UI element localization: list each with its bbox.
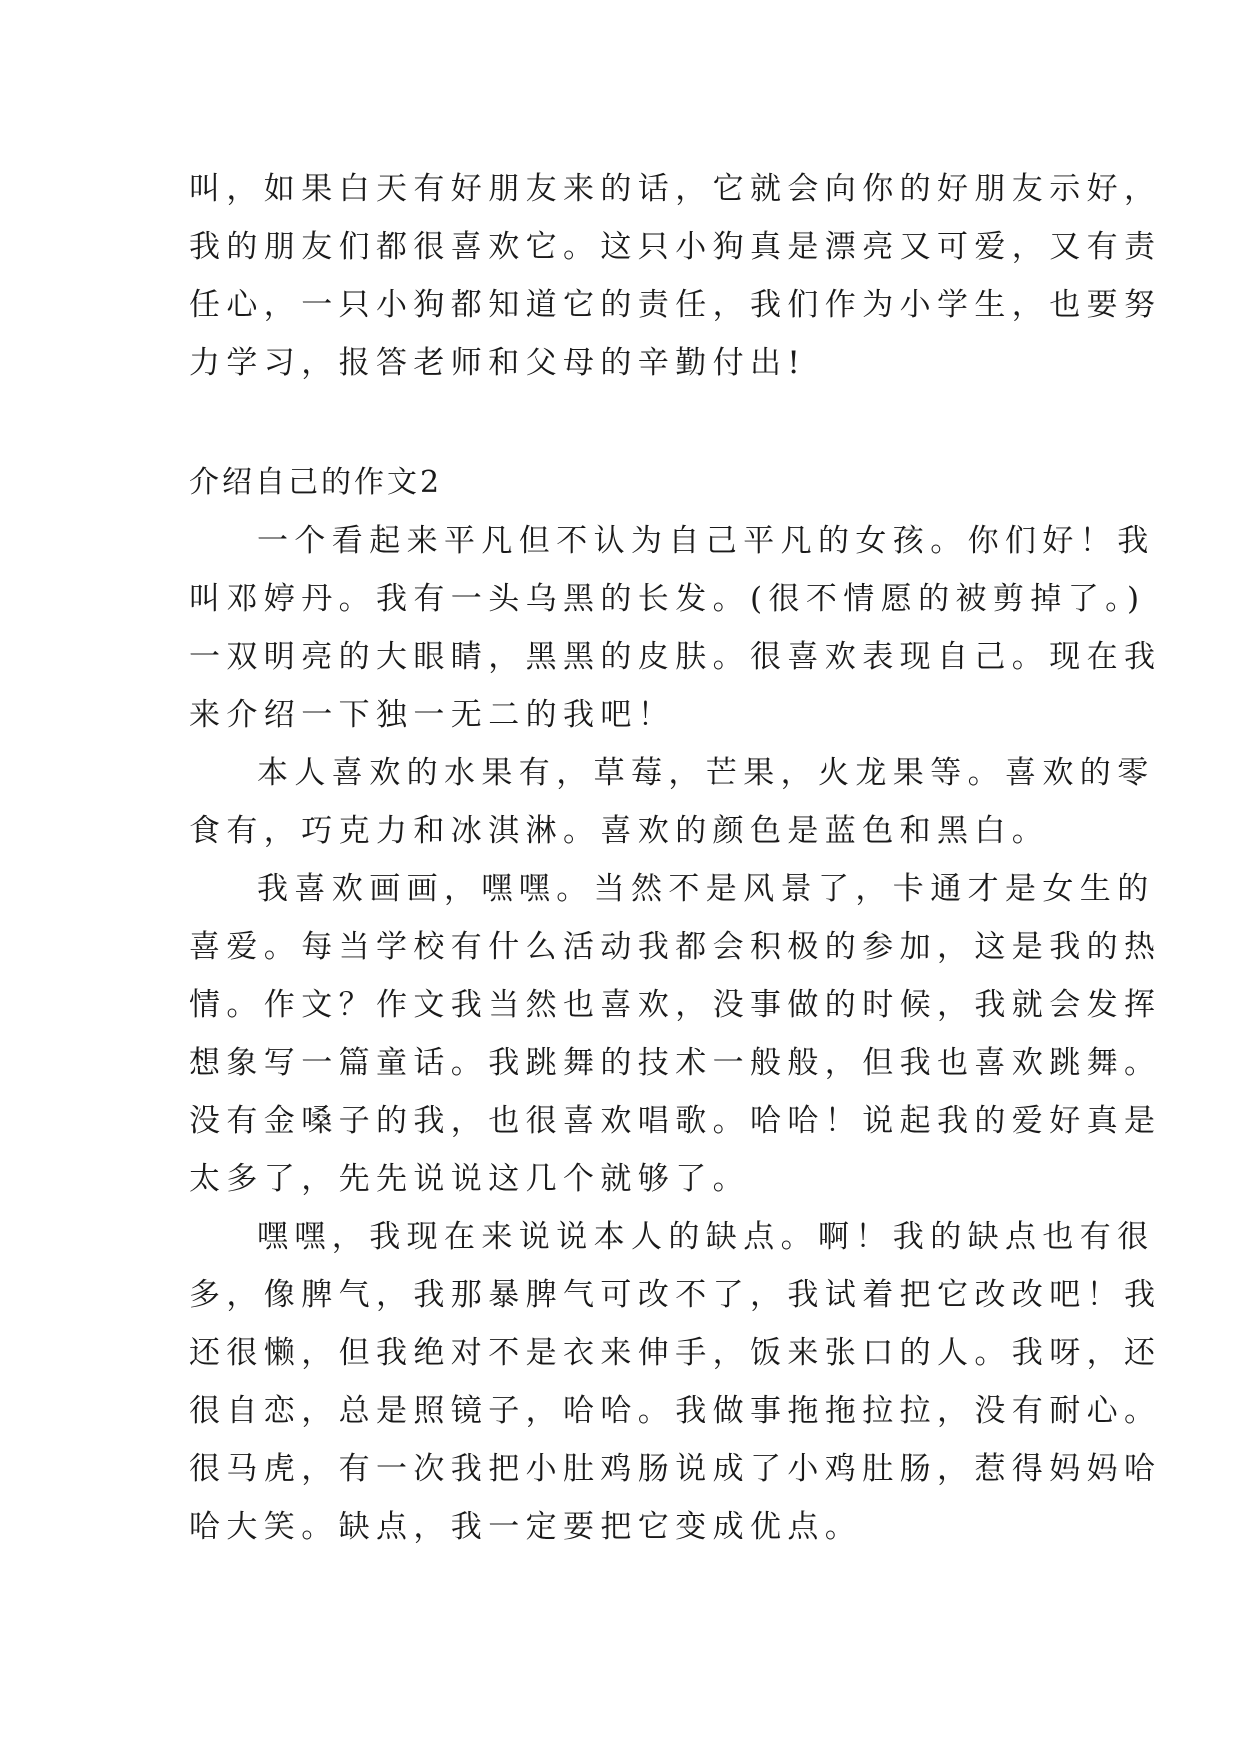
text-line: 很自恋，总是照镜子，哈哈。我做事拖拖拉拉，没有耐心。 — [189, 1393, 1162, 1429]
paragraph-intro — [189, 512, 1162, 744]
text-line: 我喜欢画画，嘿嘿。当然不是风景了，卡通才是女生的 — [257, 871, 1155, 907]
text-line: 没有金嗓子的我，也很喜欢唱歌。哈哈！说起我的爱好真是 — [189, 1103, 1162, 1139]
document-body — [189, 160, 1162, 1556]
text-line: 太多了，先先说说这几个就够了。 — [189, 1161, 750, 1197]
text-line: 来介绍一下独一无二的我吧！ — [189, 697, 676, 733]
text-line: 还很懒，但我绝对不是衣来伸手，饭来张口的人。我呀，还 — [189, 1335, 1162, 1371]
text-line: 一个看起来平凡但不认为自己平凡的女孩。你们好！我 — [257, 523, 1155, 559]
text-line: 叫，如果白天有好朋友来的话，它就会向你的好朋友示好， — [189, 171, 1162, 207]
essay-heading: 介绍自己的作文2 — [189, 465, 443, 500]
text-line: 叫邓婷丹。我有一头乌黑的长发。(很不情愿的被剪掉了。) — [189, 581, 1146, 617]
text-line: 力学习，报答老师和父母的辛勤付出! — [189, 345, 807, 381]
text-line: 本人喜欢的水果有，草莓，芒果，火龙果等。喜欢的零 — [257, 755, 1155, 791]
text-line: 多，像脾气，我那暴脾气可改不了，我试着把它改改吧！我 — [189, 1277, 1162, 1313]
text-line: 一双明亮的大眼睛，黑黑的皮肤。很喜欢表现自己。现在我 — [189, 639, 1162, 675]
paragraph-favorites — [189, 744, 1155, 860]
text-line: 嘿嘿，我现在来说说本人的缺点。啊！我的缺点也有很 — [257, 1219, 1155, 1255]
text-line: 任心，一只小狗都知道它的责任，我们作为小学生，也要努 — [189, 287, 1162, 323]
paragraph-shortcomings — [189, 1208, 1162, 1556]
text-line: 食有，巧克力和冰淇淋。喜欢的颜色是蓝色和黑白。 — [189, 813, 1050, 849]
text-line: 很马虎，有一次我把小肚鸡肠说成了小鸡肚肠，惹得妈妈哈 — [189, 1451, 1162, 1487]
text-line: 情。作文？作文我当然也喜欢，没事做的时候，我就会发挥 — [189, 987, 1162, 1023]
continuation-paragraph — [189, 160, 1162, 392]
text-line: 我的朋友们都很喜欢它。这只小狗真是漂亮又可爱，又有责 — [189, 229, 1162, 265]
paragraph-hobbies — [189, 860, 1162, 1208]
text-line: 哈大笑。缺点，我一定要把它变成优点。 — [189, 1509, 863, 1545]
text-line: 想象写一篇童话。我跳舞的技术一般般，但我也喜欢跳舞。 — [189, 1045, 1162, 1081]
text-line: 喜爱。每当学校有什么活动我都会积极的参加，这是我的热 — [189, 929, 1162, 965]
